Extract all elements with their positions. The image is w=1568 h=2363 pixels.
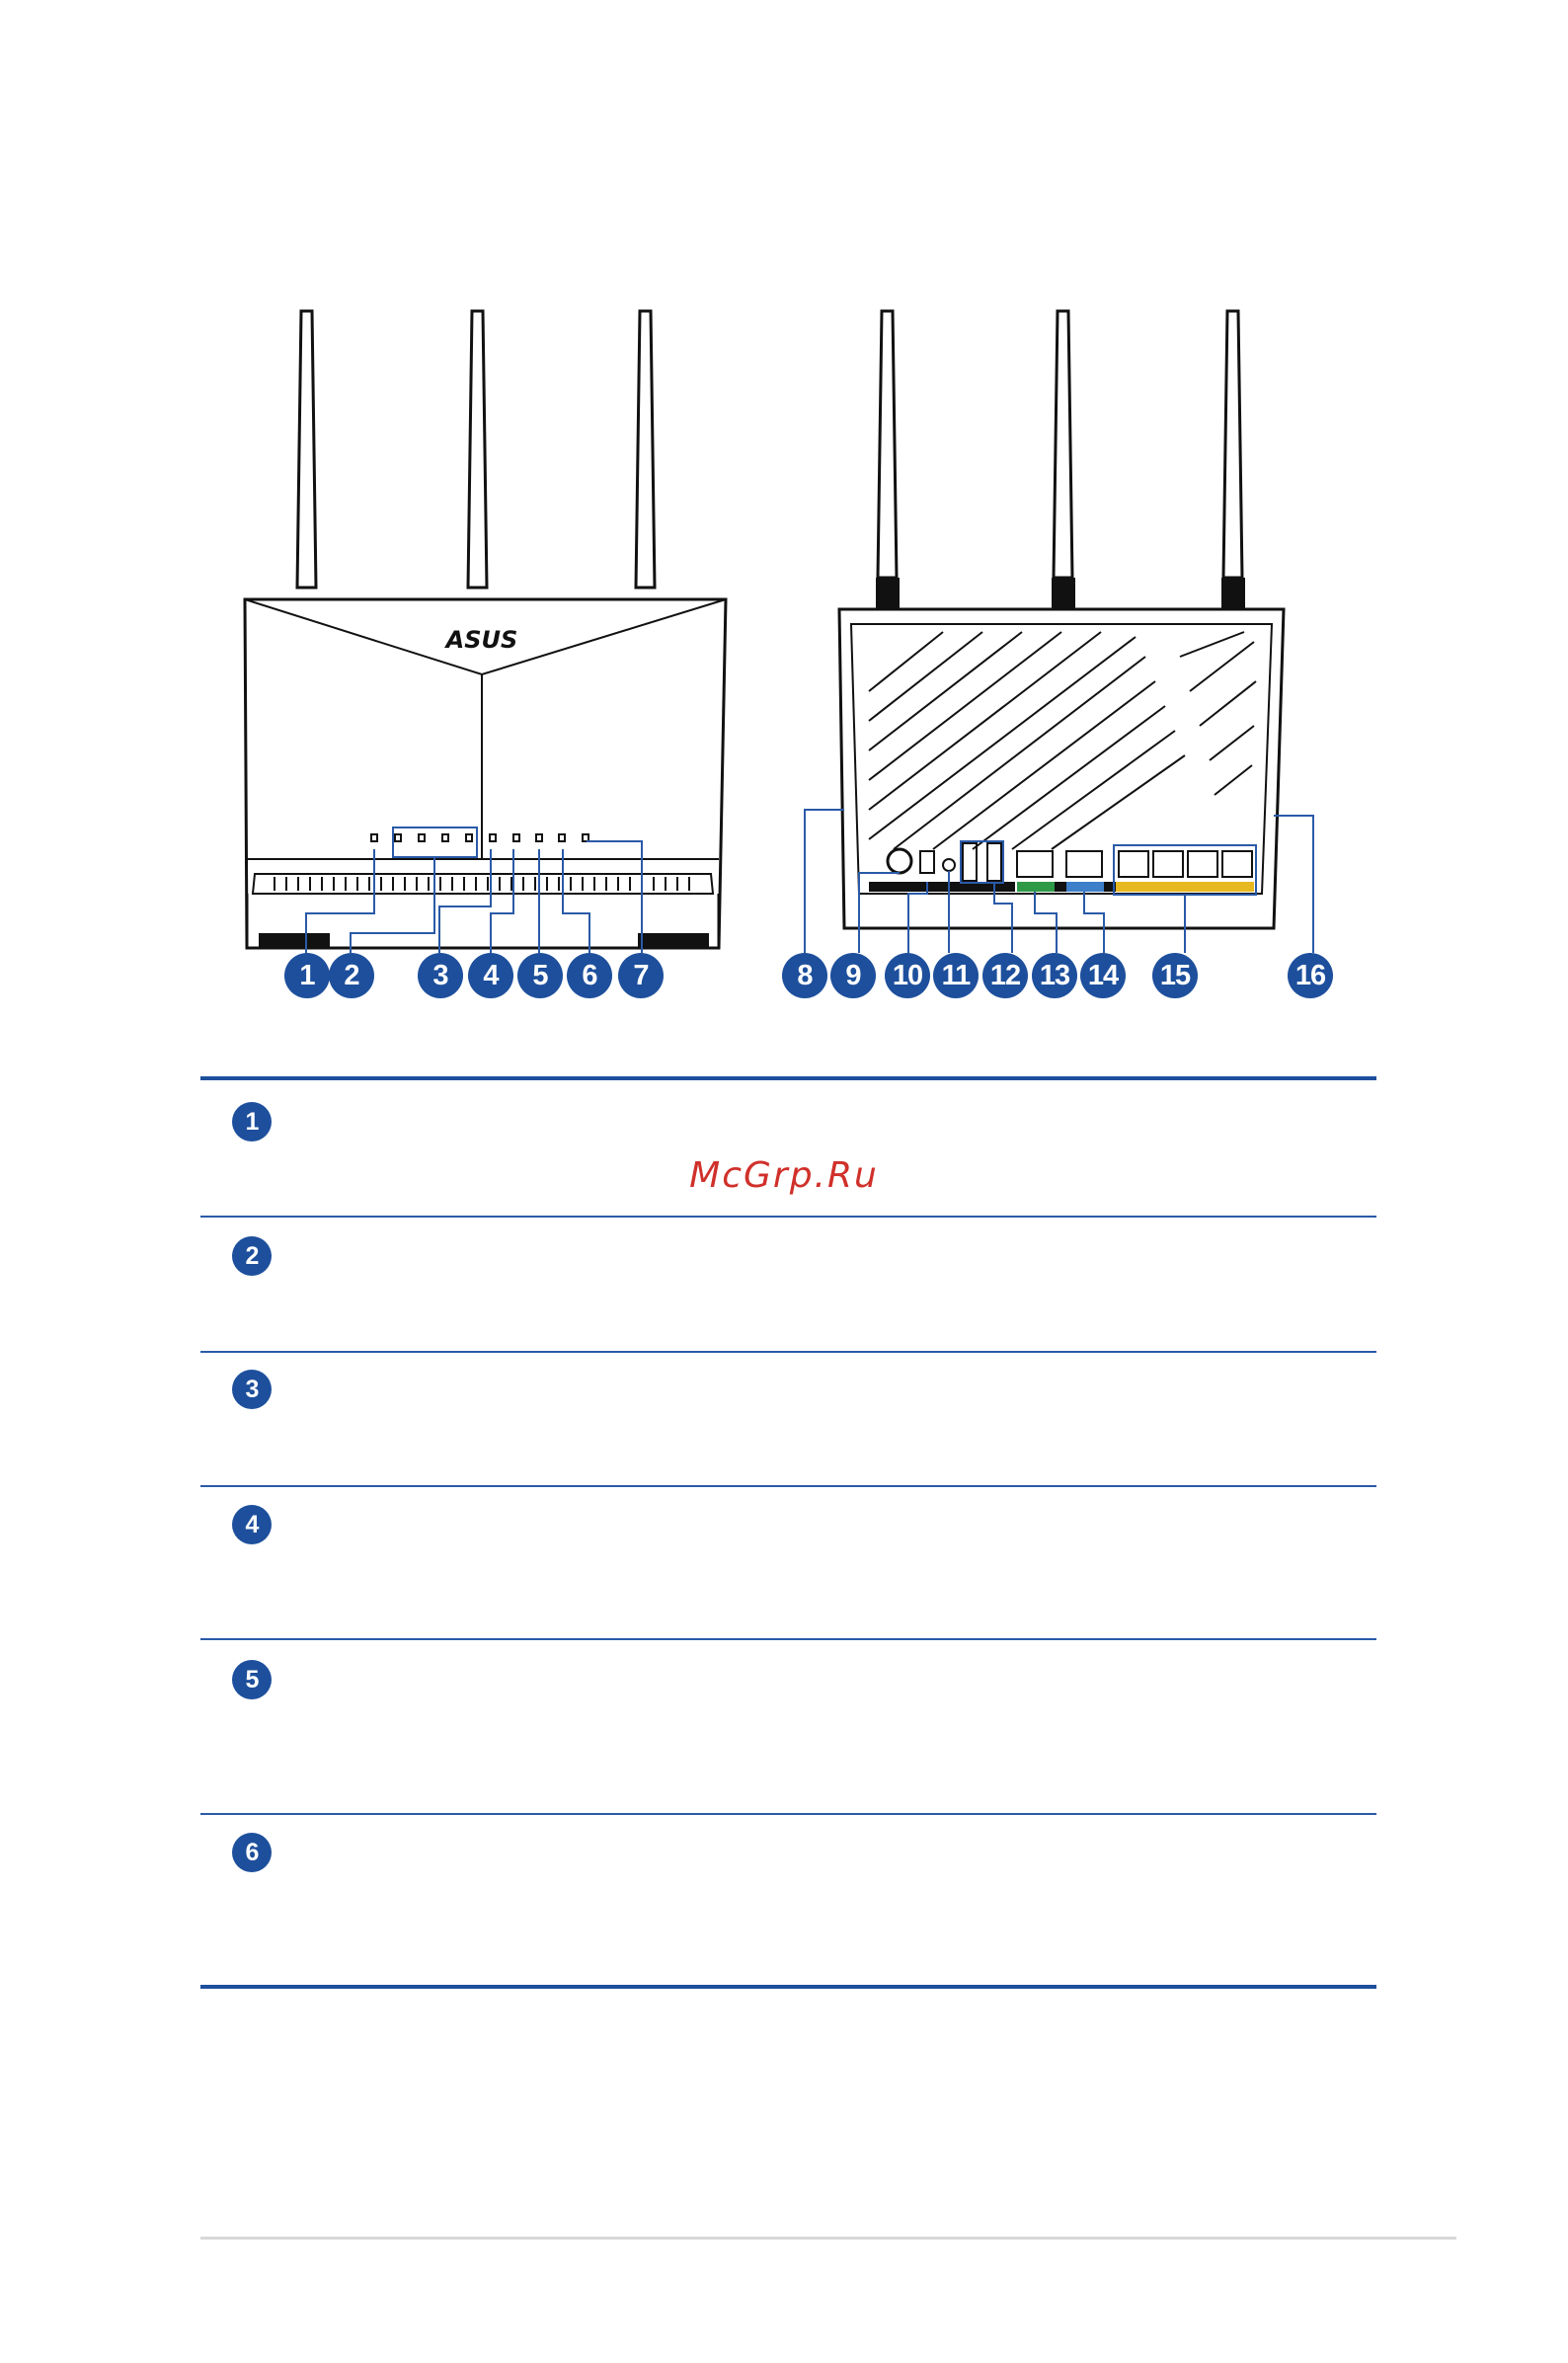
callout-3: 3 xyxy=(418,953,463,998)
table-bottom-rule xyxy=(200,1985,1376,1989)
table-top-rule xyxy=(200,1076,1376,1080)
callout-1: 1 xyxy=(284,953,330,998)
footer-rule xyxy=(200,2237,1456,2240)
callout-11: 11 xyxy=(933,953,979,998)
callout-7: 7 xyxy=(618,953,664,998)
callout-9: 9 xyxy=(830,953,876,998)
callout-2: 2 xyxy=(329,953,374,998)
row-divider xyxy=(200,1813,1376,1815)
row-divider xyxy=(200,1216,1376,1218)
row-badge-5: 5 xyxy=(232,1660,272,1699)
row-divider xyxy=(200,1638,1376,1640)
callout-5: 5 xyxy=(517,953,563,998)
callout-8: 8 xyxy=(782,953,827,998)
callout-14: 14 xyxy=(1080,953,1126,998)
callout-16: 16 xyxy=(1288,953,1333,998)
callout-4: 4 xyxy=(468,953,513,998)
row-badge-3: 3 xyxy=(232,1370,272,1409)
row-badge-2: 2 xyxy=(232,1236,272,1276)
watermark: McGrp.Ru xyxy=(689,1155,879,1196)
callout-13: 13 xyxy=(1032,953,1077,998)
router-drawing xyxy=(0,0,1568,1047)
callout-6: 6 xyxy=(567,953,612,998)
row-divider xyxy=(200,1351,1376,1353)
row-badge-4: 4 xyxy=(232,1505,272,1544)
row-divider xyxy=(200,1485,1376,1487)
asus-logo: ASUS xyxy=(445,626,518,654)
callout-15: 15 xyxy=(1152,953,1198,998)
row-badge-1: 1 xyxy=(232,1102,272,1142)
callout-12: 12 xyxy=(982,953,1028,998)
router-illustration xyxy=(0,0,1568,1047)
callout-10: 10 xyxy=(885,953,930,998)
row-badge-6: 6 xyxy=(232,1833,272,1872)
